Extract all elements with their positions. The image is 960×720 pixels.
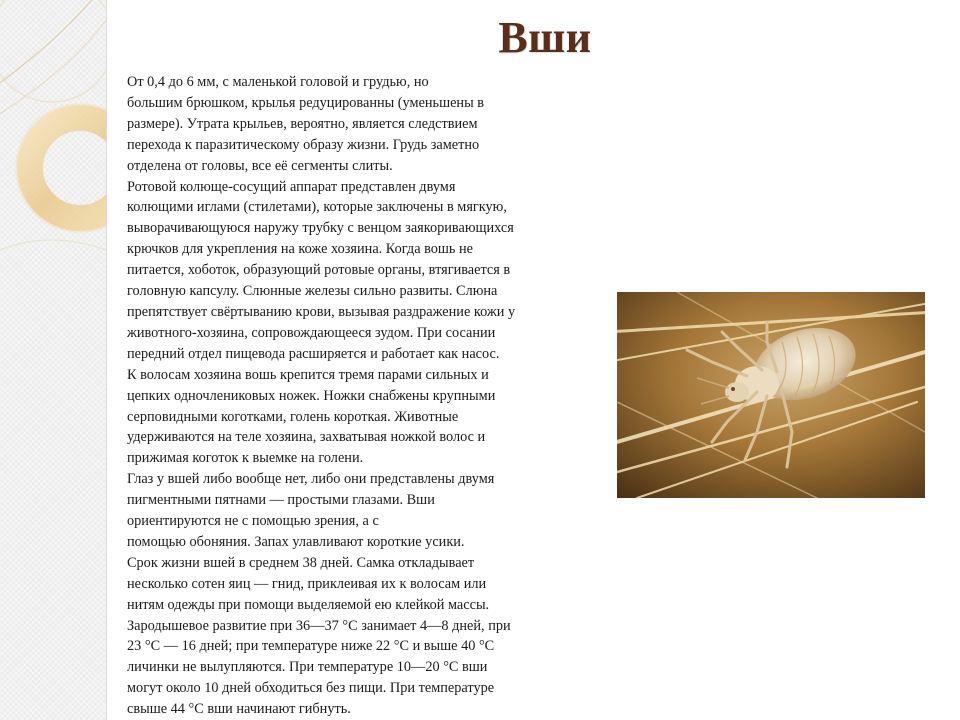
- louse-photo: [617, 292, 925, 498]
- decorative-side-band: [0, 0, 107, 720]
- body-text: От 0,4 до 6 мм, с маленькой головой и грудью, но большим брюшком, крылья редуцированны (уменьшены в размере). Утрата крыльев, вероятно, является следствием перехода к паразитическому образу жизни. Грудь заметно отделена от головы, все её сегменты слиты. Ротовой колюще-сосущий аппарат представлен двумя колющими иглами (стилетами), которые заключены в мягкую, выворачивающуюся наружу трубку с венцом заякоривающихся крючков для укрепления на коже хозяина. Когда вошь не питается, хоботок, образующий ротовые органы, втягивается в головную капсулу. Слюнные железы сильно развиты. Слюна препятствует свёртыванию крови, вызывая раздражение кожи у животного-хозяина, сопровождающееся зудом. При сосании передний отдел пищевода расширяется и работает как насос. К волосам хозяина вошь крепится тремя парами сильных и цепких одночлениковых ножек. Ножки снабжены крупными серповидными коготками, голень короткая. Животные удерживаются на теле хозяина, захватывая ножкой волос и прижимая коготок к выемке на голени. Глаз у вшей либо вообще нет, либо они представлены двумя пигментными пятнами — простыми глазами. Вши ориентируются не с помощью зрения, а с помощью обоняния. Запах улавливают короткие усики. Срок жизни вшей в среднем 38 дней. Самка откладывает несколько сотен яиц — гнид, приклеивая их к волосам или нитям одежды при помощи выделяемой ею клейкой массы. Зародышевое развитие при 36—37 °С занимает 4—8 дней, при 23 °С — 16 дней; при температуре ниже 22 °С и выше 40 °С личинки не вылупляются. При температуре 10—20 °С вши могут около 10 дней обходиться без пищи. При температуре свыше 44 °С вши начинают гибнуть.: [127, 74, 516, 718]
- louse-photo-icon: [617, 292, 925, 498]
- decorative-rings-icon: [0, 0, 106, 720]
- page-title: Вши: [498, 13, 592, 62]
